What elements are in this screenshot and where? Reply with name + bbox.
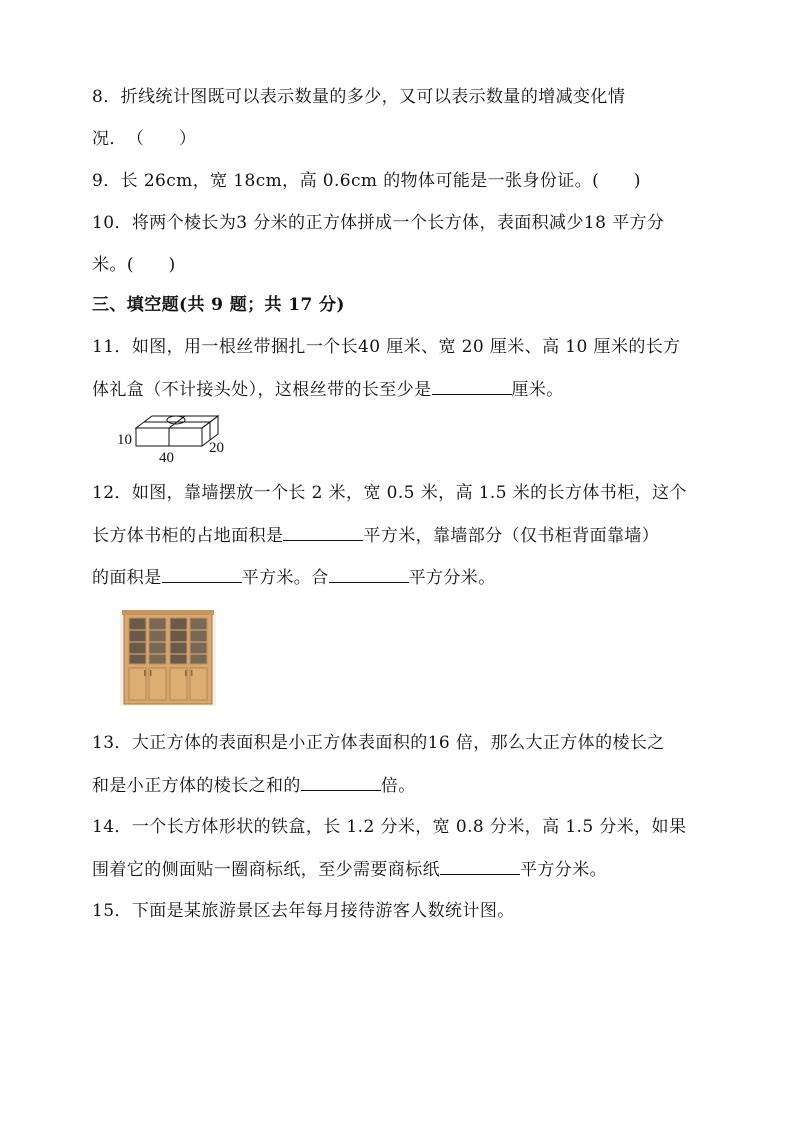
question-12-text-a: 长方体书柜的占地面积是 (92, 526, 284, 546)
question-13-line-2 (92, 774, 416, 797)
question-12-line-3 (92, 566, 496, 589)
box-height-label: 10 (117, 432, 132, 448)
question-14-text: 围着它的侧面贴一圈商标纸，至少需要商标纸 (92, 860, 440, 880)
question-12-text-e: 平方分米。 (408, 568, 496, 588)
bookcase-icon (120, 610, 216, 706)
box-length-label: 40 (159, 450, 174, 466)
question-13-answer-blank[interactable] (301, 774, 381, 791)
question-8-text: 况． (92, 129, 127, 149)
question-11-line-2 (92, 378, 564, 401)
box-width-label: 20 (209, 440, 224, 456)
question-8-line-2 (92, 128, 196, 150)
question-8-answer-paren[interactable]: （ ） (126, 129, 197, 149)
question-13-line-1: 13．大正方体的表面积是小正方体表面积的16 倍，那么大正方体的棱长之 (92, 733, 665, 753)
question-11-line-1: 11．如图，用一根丝带捆扎一个长40 厘米、宽 20 厘米、高 10 厘米的长方 (92, 337, 681, 357)
question-12-line-1: 12．如图，靠墙摆放一个长 2 米，宽 0.5 米，高 1.5 米的长方体书柜，这个 (92, 483, 687, 503)
question-10-text: 米。 (92, 255, 127, 275)
question-14-line-1: 14．一个长方体形状的铁盒，长 1.2 分米，宽 0.8 分米，高 1.5 分米，如果 (92, 817, 687, 837)
question-10-answer-paren[interactable]: ( ) (126, 255, 176, 275)
question-11-unit: 厘米。 (511, 380, 564, 400)
question-14-answer-blank[interactable] (440, 858, 520, 875)
question-12-answer-blank-2[interactable] (162, 566, 242, 583)
question-14-line-2 (92, 858, 607, 881)
question-11-text: 体礼盒（不计接头处），这根丝带的长至少是 (92, 380, 432, 400)
question-13-unit: 倍。 (380, 776, 416, 796)
question-12-answer-blank-3[interactable] (329, 566, 409, 583)
question-10-line-1: 10．将两个棱长为3 分米的正方体拼成一个长方体，表面积减少18 平方分 (92, 213, 665, 233)
question-13-text: 和是小正方体的棱长之和的 (92, 776, 301, 796)
question-15-line-1: 15．下面是某旅游景区去年每月接待游客人数统计图。 (92, 901, 515, 921)
question-9-answer-paren[interactable]: ( ) (592, 171, 641, 191)
question-12-text-c: 的面积是 (92, 568, 162, 588)
gift-box-figure (115, 408, 235, 468)
question-10-line-2 (92, 254, 176, 276)
question-12-line-2 (92, 524, 659, 547)
question-12-answer-blank-1[interactable] (283, 524, 363, 541)
section-3-heading: 三、填空题(共 9 题；共 17 分) (92, 295, 345, 315)
question-9-line (92, 170, 641, 192)
gift-box-icon (115, 408, 235, 468)
question-9-text: 9．长 26cm，宽 18cm，高 0.6cm 的物体可能是一张身份证。 (92, 171, 593, 191)
question-12-text-d: 平方米。合 (241, 568, 329, 588)
bookcase-image (120, 610, 216, 706)
question-12-text-b: 平方米，靠墙部分（仅书柜背面靠墙） (363, 526, 660, 546)
question-11-answer-blank[interactable] (432, 378, 512, 395)
question-14-unit: 平方分米。 (520, 860, 607, 880)
question-8-line-1: 8．折线统计图既可以表示数量的多少，又可以表示数量的增减变化情 (92, 87, 626, 107)
